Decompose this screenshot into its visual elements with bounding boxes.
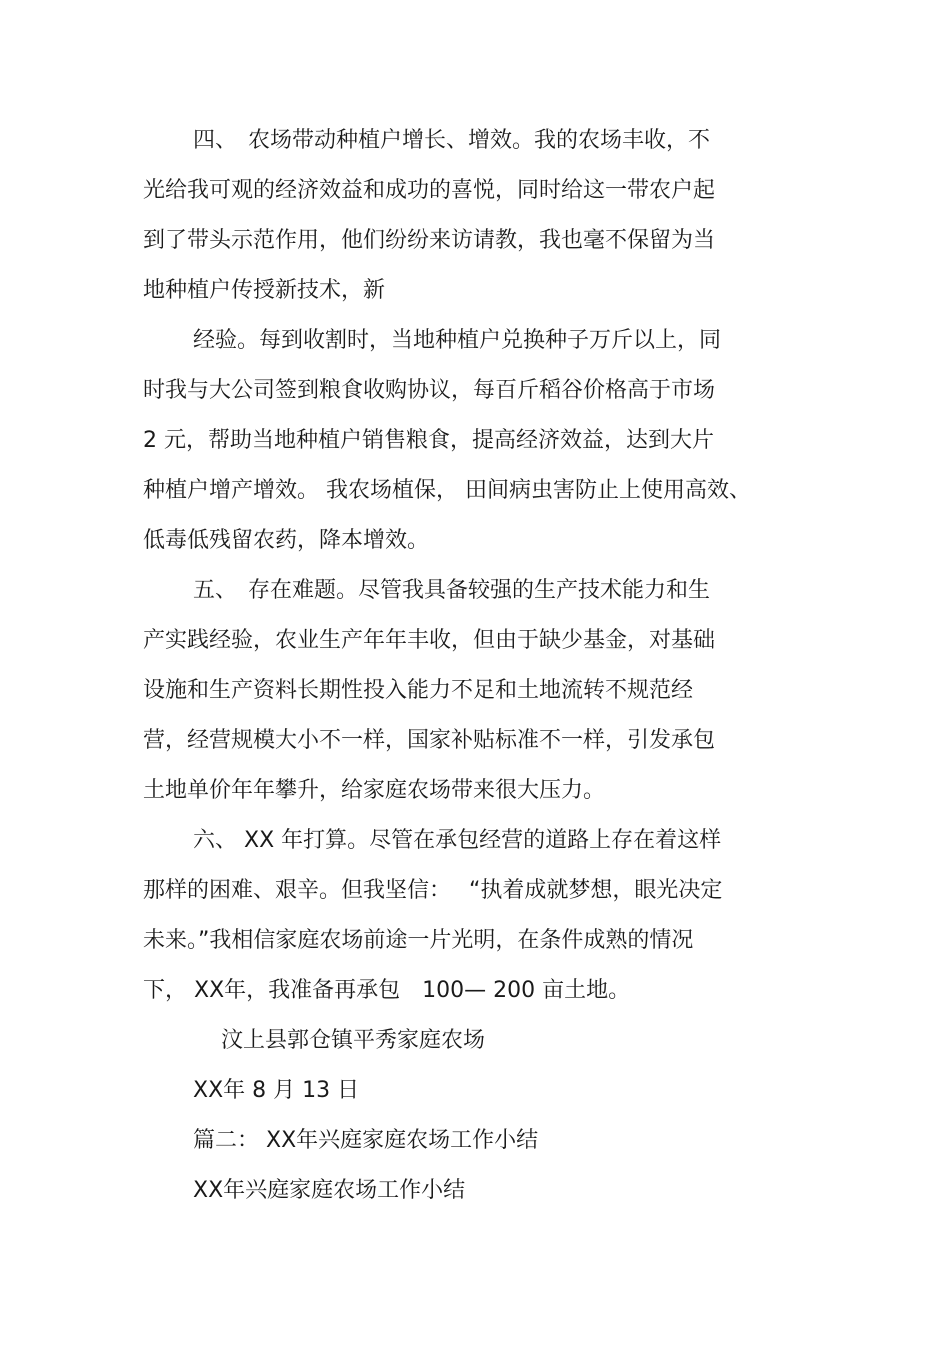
paragraph-5-line-1: 五、 存在难题。尽管我具备较强的生产技术能力和生 (193, 578, 711, 603)
paragraph-4-line-1: 四、 农场带动种植户增长、增效。我的农场丰收，不 (193, 128, 711, 153)
paragraph-4b-line-1: 经验。每到收割时，当地种植户兑换种子万斤以上，同 (193, 328, 722, 353)
paragraph-4-line-3: 到了带头示范作用，他们纷纷来访请教，我也毫不保留为当 (143, 228, 716, 253)
paragraph-6-line-1: 六、 XX 年打算。尽管在承包经营的道路上存在着这样 (193, 828, 722, 853)
paragraph-5-line-5: 土地单价年年攀升，给家庭农场带来很大压力。 (143, 778, 606, 803)
paragraph-6-line-2: 那样的困难、艰辛。但我坚信： “执着成就梦想，眼光决定 (143, 878, 723, 903)
paragraph-4-line-2: 光给我可观的经济效益和成功的喜悦，同时给这一带农户起 (143, 178, 716, 203)
paragraph-5-line-2: 产实践经验，农业生产年年丰收，但由于缺少基金，对基础 (143, 628, 716, 653)
paragraph-4b-line-3: 2 元，帮助当地种植户销售粮食，提高经济效益，达到大片 (143, 428, 714, 453)
signature-farm-name: 汶上县郭仓镇平秀家庭农场 (221, 1028, 486, 1053)
paragraph-4b-line-4: 种植户增产增效。 我农场植保， 田间病虫害防止上使用高效、 (143, 478, 751, 503)
paragraph-4-line-4: 地种植户传授新技术，新 (143, 278, 386, 303)
section-subtitle: XX年兴庭家庭农场工作小结 (193, 1178, 466, 1203)
paragraph-5-line-4: 营，经营规模大小不一样，国家补贴标准不一样，引发承包 (143, 728, 716, 753)
section-heading: 篇二： XX年兴庭家庭农场工作小结 (193, 1128, 539, 1153)
paragraph-5-line-3: 设施和生产资料长期性投入能力不足和土地流转不规范经 (143, 678, 694, 703)
paragraph-4b-line-2: 时我与大公司签到粮食收购协议，每百斤稻谷价格高于市场 (143, 378, 716, 403)
paragraph-6-line-3: 未来。”我相信家庭农场前途一片光明，在条件成熟的情况 (143, 928, 694, 953)
signature-date: XX年 8 月 13 日 (193, 1078, 360, 1103)
paragraph-6-line-4: 下， XX年，我准备再承包 100— 200 亩土地。 (143, 978, 631, 1003)
paragraph-4b-line-5: 低毒低残留农药，降本增效。 (143, 528, 430, 553)
